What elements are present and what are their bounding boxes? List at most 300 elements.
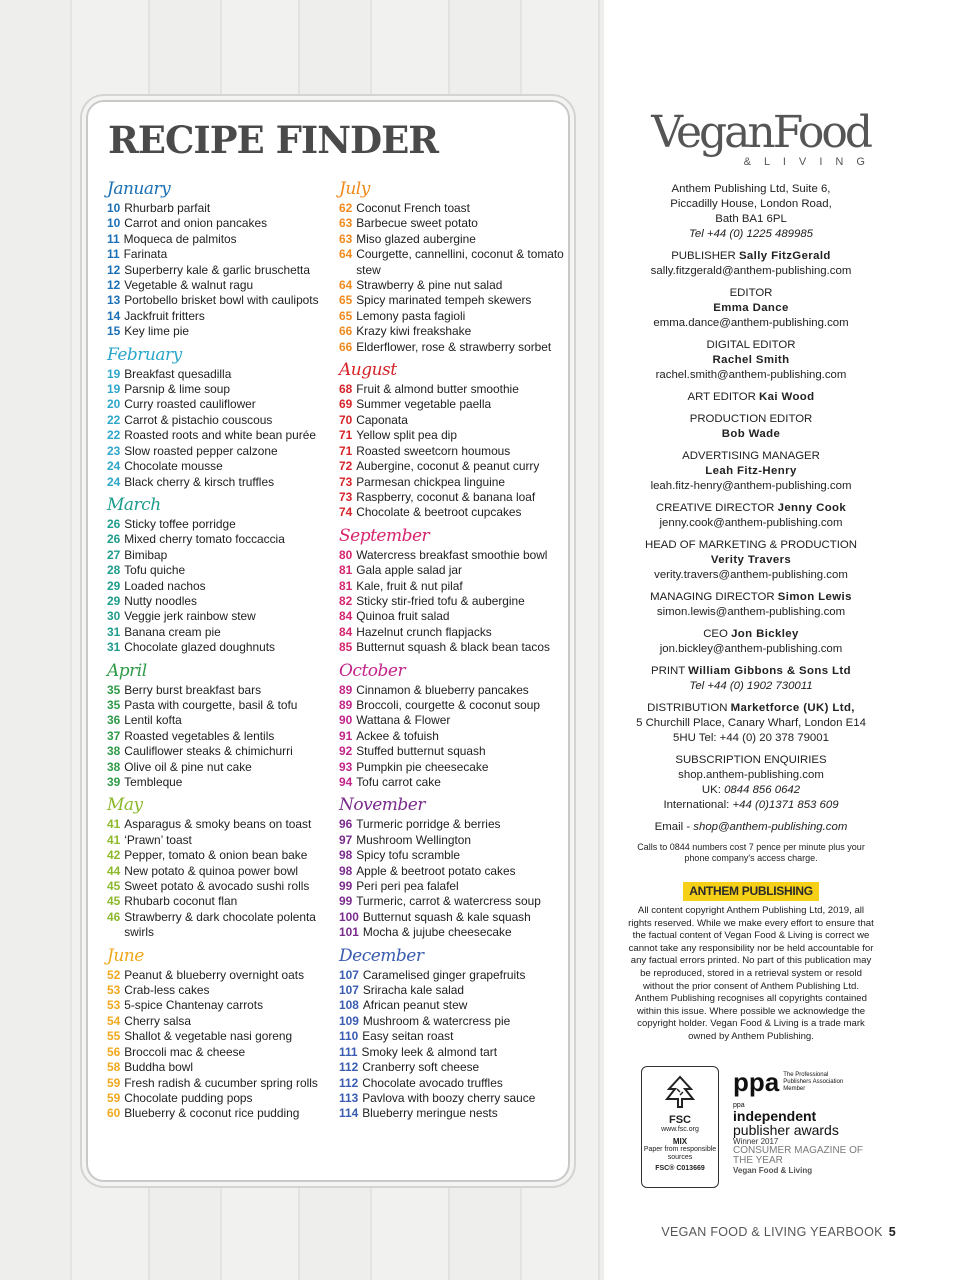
recipe-item (339, 894, 567, 909)
recipe-name: Caramelised ginger grapefruits (362, 967, 526, 982)
recipe-name: Tofu carrot cake (356, 775, 441, 789)
recipe-page: 22 (107, 428, 121, 443)
recipe-name: Curry roasted cauliflower (124, 397, 256, 412)
role: EDITOR (729, 287, 773, 299)
recipe-name: Jackfruit fritters (124, 308, 205, 323)
recipe-page: 89 (339, 697, 353, 712)
recipe-item (107, 713, 342, 728)
ipa-category: CONSUMER MAGAZINE OF THE YEAR (733, 1145, 864, 1166)
recipe-name: Cranberry soft cheese (362, 1060, 480, 1075)
recipe-column-left (107, 177, 342, 1122)
recipe-name: Lemony pasta fagioli (356, 308, 466, 323)
recipe-item (339, 848, 567, 863)
recipe-name: Butternut squash & kale squash (362, 909, 531, 924)
recipe-name: Barbecue sweet potato (356, 216, 478, 231)
recipe-name: Tofu quiche (124, 563, 186, 578)
recipe-item (107, 232, 342, 247)
person: Emma Dance (713, 302, 789, 314)
recipe-page: 53 (107, 983, 121, 998)
logo-subtitle: & L I V I N G (743, 156, 870, 168)
email-block (626, 820, 876, 835)
editor-block (626, 286, 876, 331)
recipe-item (107, 594, 342, 609)
recipe-page: 73 (339, 489, 353, 504)
email: leah.fitz-henry@anthem-publishing.com (650, 480, 852, 492)
phone: Tel +44 (0) 1902 730011 (689, 680, 813, 692)
recipe-name: Fruit & almond butter smoothie (356, 382, 519, 397)
recipe-item (107, 475, 342, 490)
recipe-item (107, 324, 342, 339)
recipe-item (107, 263, 342, 278)
role: ART EDITOR (687, 391, 756, 403)
recipe-item (107, 382, 342, 397)
recipe-name: Raspberry, coconut & banana loaf (356, 489, 536, 504)
calls-note: Calls to 0844 numbers cost 7 pence per minute plus your phone company's access charge. (637, 842, 865, 863)
recipe-item (339, 232, 567, 247)
recipe-item (107, 293, 342, 308)
recipe-item (339, 609, 567, 624)
recipe-item (107, 1106, 342, 1121)
recipe-name: New potato & quinoa power bowl (124, 863, 299, 878)
month-heading: February (107, 344, 182, 365)
recipe-item (339, 998, 567, 1013)
recipe-item (107, 563, 342, 578)
recipe-name: Courgette, cannellini, coconut & tomato stew (356, 247, 564, 277)
recipe-item (339, 475, 567, 490)
managing-director-block (626, 590, 876, 620)
masthead (626, 107, 876, 1044)
address-line: 5HU Tel: +44 (0) 20 378 79001 (673, 732, 829, 744)
recipe-name: Blueberry meringue nests (362, 1106, 498, 1121)
recipe-page: 31 (107, 640, 121, 655)
recipe-page: 35 (107, 682, 121, 697)
recipe-name: Asparagus & smoky beans on toast (124, 817, 312, 832)
address-line: 5 Churchill Place, Canary Wharf, London E14 (636, 717, 866, 729)
recipe-page: 70 (339, 412, 353, 427)
recipe-page: 28 (107, 563, 121, 578)
recipe-page: 41 (107, 832, 121, 847)
publisher-block (626, 249, 876, 279)
recipe-item (339, 833, 567, 848)
role: ADVERTISING MANAGER (682, 450, 820, 462)
email: emma.dance@anthem-publishing.com (653, 317, 849, 329)
recipe-name: Mixed cherry tomato foccaccia (124, 532, 285, 547)
recipe-page: 101 (339, 925, 359, 940)
recipe-name: Buddha bowl (124, 1060, 193, 1075)
recipe-page: 107 (339, 967, 359, 982)
page-title: RECIPE FINDER (108, 118, 439, 162)
recipe-name: Summer vegetable paella (356, 397, 492, 412)
recipe-name: Caponata (356, 412, 408, 427)
recipe-name: Roasted vegetables & lentils (124, 728, 275, 743)
recipe-name: Loaded nachos (124, 578, 206, 593)
recipe-item (339, 505, 567, 520)
recipe-item (339, 744, 567, 759)
recipe-name: Superberry kale & garlic bruschetta (124, 262, 310, 277)
recipe-name: Crab-less cakes (124, 983, 210, 998)
month-heading: March (107, 494, 161, 515)
label: Email - (654, 821, 691, 833)
recipe-name: Watercress breakfast smoothie bowl (356, 547, 548, 562)
recipe-page: 84 (339, 609, 353, 624)
recipe-page: 107 (339, 983, 359, 998)
recipe-page: 36 (107, 713, 121, 728)
role: HEAD OF MARKETING & PRODUCTION (644, 539, 857, 551)
recipe-item (339, 428, 567, 443)
recipe-name: Strawberry & dark chocolate polenta swirls (124, 909, 316, 940)
recipe-name: Quinoa fruit salad (356, 609, 450, 624)
recipe-item (339, 729, 567, 744)
recipe-item (339, 879, 567, 894)
recipe-page: 65 (339, 308, 353, 323)
person: Simon Lewis (777, 591, 852, 603)
recipe-item (107, 309, 342, 324)
phone: 0844 856 0642 (724, 784, 801, 796)
email: verity.travers@anthem-publishing.com (654, 569, 848, 581)
recipe-name: Spicy tofu scramble (356, 848, 460, 863)
recipe-page: 91 (339, 728, 353, 743)
page-number: 5 (888, 1225, 896, 1239)
role: CREATIVE DIRECTOR (655, 502, 775, 514)
month-heading: May (107, 795, 143, 816)
recipe-name: Hazelnut crunch flapjacks (356, 624, 492, 639)
recipe-page: 109 (339, 1013, 359, 1028)
recipe-name: Butternut squash & black bean tacos (356, 640, 550, 655)
recipe-page: 46 (107, 909, 121, 924)
recipe-page: 38 (107, 744, 121, 759)
recipe-item (107, 848, 342, 863)
role: PRODUCTION EDITOR (689, 413, 813, 425)
month-heading: October (339, 660, 406, 681)
recipe-page: 65 (339, 293, 353, 308)
art-editor-block (626, 390, 876, 405)
recipe-name: Vegetable & walnut ragu (124, 278, 254, 293)
recipe-item (107, 1060, 342, 1075)
month-heading: November (339, 795, 425, 816)
recipe-name: Moqueca de palmitos (123, 231, 237, 246)
recipe-name: Farinata (123, 247, 168, 262)
ppa-logo: ppa (733, 1067, 780, 1097)
company: Marketforce (UK) Ltd, (730, 702, 855, 714)
recipe-page: 42 (107, 848, 121, 863)
recipe-item (339, 444, 567, 459)
recipe-name: Mocha & jujube cheesecake (362, 925, 512, 940)
recipe-page: 84 (339, 624, 353, 639)
recipe-name: Chocolate glazed doughnuts (124, 640, 275, 655)
ppa-badges (733, 1068, 877, 1176)
recipe-page: 53 (107, 998, 121, 1013)
recipe-page: 15 (107, 324, 121, 339)
recipe-name: Krazy kiwi freakshake (356, 324, 472, 339)
recipe-page: 64 (339, 278, 353, 293)
person: Rachel Smith (712, 354, 790, 366)
phone: Tel +44 (0) 1225 489985 (688, 228, 814, 240)
recipe-page: 19 (107, 382, 121, 397)
recipe-page: 54 (107, 1013, 121, 1028)
recipe-name: Turmeric porridge & berries (356, 817, 501, 832)
recipe-item (107, 698, 342, 713)
recipe-item (107, 817, 342, 832)
recipe-item (339, 309, 567, 324)
month-heading: July (339, 179, 370, 199)
recipe-item (339, 216, 567, 231)
recipe-page: 93 (339, 759, 353, 774)
recipe-item (339, 1106, 567, 1121)
recipe-page: 92 (339, 744, 353, 759)
recipe-page: 45 (107, 894, 121, 909)
recipe-name: Broccoli, courgette & coconut soup (356, 697, 540, 712)
recipe-item (339, 1045, 567, 1060)
recipe-item (107, 413, 342, 428)
recipe-item (107, 1076, 342, 1091)
month-heading: January (107, 179, 171, 199)
distribution-block (626, 701, 876, 746)
recipe-page: 12 (107, 262, 121, 277)
recipe-name: Sticky toffee porridge (124, 516, 236, 531)
recipe-item (107, 548, 342, 563)
recipe-name: Parmesan chickpea linguine (356, 474, 505, 489)
recipe-item (339, 713, 567, 728)
recipe-page: 68 (339, 382, 353, 397)
recipe-page: 99 (339, 894, 353, 909)
recipe-name: Carrot & pistachio couscous (124, 412, 273, 427)
recipe-name: Spicy marinated tempeh skewers (356, 293, 532, 308)
recipe-page: 59 (107, 1090, 121, 1105)
recipe-page: 52 (107, 967, 121, 982)
month-heading: September (339, 525, 430, 546)
recipe-item (107, 683, 342, 698)
recipe-page: 72 (339, 459, 353, 474)
month-heading: December (339, 945, 424, 966)
ceo-block (626, 627, 876, 657)
recipe-page: 112 (339, 1075, 359, 1090)
recipe-page: 22 (107, 412, 121, 427)
person: Sally FitzGerald (738, 250, 831, 262)
recipe-page: 63 (339, 231, 353, 246)
recipe-name: Blueberry & coconut rice pudding (124, 1106, 300, 1121)
recipe-name: Elderflower, rose & strawberry sorbet (356, 339, 552, 354)
recipe-page: 37 (107, 728, 121, 743)
person: Verity Travers (710, 554, 792, 566)
recipe-page: 11 (107, 247, 120, 262)
recipe-name: Chocolate & beetroot cupcakes (356, 505, 522, 520)
recipe-column-right (339, 177, 567, 1122)
recipe-page: 62 (339, 201, 353, 215)
recipe-item (339, 683, 567, 698)
recipe-name: Pumpkin pie cheesecake (356, 759, 489, 774)
recipe-item (339, 698, 567, 713)
recipe-item (107, 1029, 342, 1044)
person: Jon Bickley (731, 628, 799, 640)
recipe-item (339, 324, 567, 339)
recipe-item (107, 1091, 342, 1106)
recipe-name: Roasted roots and white bean purée (124, 428, 316, 443)
recipe-page: 66 (339, 324, 353, 339)
recipe-name: Yellow split pea dip (356, 428, 457, 443)
recipe-name: Strawberry & pine nut salad (356, 278, 503, 293)
ipa-winner: Winner 2017 (733, 1137, 779, 1146)
recipe-page: 24 (107, 474, 121, 489)
person: Bob Wade (721, 428, 781, 440)
recipe-page: 26 (107, 516, 121, 531)
recipe-page: 63 (339, 216, 353, 231)
recipe-item (339, 625, 567, 640)
recipe-page: 13 (107, 293, 121, 308)
recipe-name: 5-spice Chantenay carrots (124, 998, 264, 1013)
recipe-item (107, 609, 342, 624)
recipe-name: Ackee & tofuish (356, 728, 439, 743)
recipe-page: 60 (107, 1106, 121, 1121)
recipe-name: Easy seitan roast (362, 1029, 454, 1044)
role: CEO (703, 628, 728, 640)
recipe-page: 89 (339, 682, 353, 697)
recipe-item (107, 640, 342, 655)
recipe-item (339, 864, 567, 879)
recipe-name: Gala apple salad jar (356, 563, 462, 578)
recipe-item (339, 775, 567, 790)
recipe-item (339, 459, 567, 474)
recipe-name: Miso glazed aubergine (356, 231, 476, 246)
recipe-page: 27 (107, 547, 121, 562)
recipe-item (339, 1091, 567, 1106)
fsc-mix: MIX (672, 1137, 688, 1146)
recipe-page: 98 (339, 848, 353, 863)
recipe-item (107, 201, 342, 216)
recipe-name: Sriracha kale salad (362, 983, 464, 998)
recipe-item (339, 760, 567, 775)
recipe-name: Carrot and onion pancakes (124, 216, 268, 231)
recipe-item (107, 428, 342, 443)
recipe-page: 10 (107, 216, 121, 231)
recipe-name: Veggie jerk rainbow stew (124, 609, 256, 624)
recipe-name: Coconut French toast (356, 201, 470, 215)
recipe-name: Apple & beetroot potato cakes (356, 863, 516, 878)
role: SUBSCRIPTION ENQUIRIES (675, 754, 827, 766)
recipe-item (339, 247, 567, 278)
recipe-item (339, 1014, 567, 1029)
recipe-name: Olive oil & pine nut cake (124, 759, 252, 774)
recipe-item (107, 879, 342, 894)
recipe-name: Mushroom & watercress pie (362, 1013, 511, 1028)
recipe-name: African peanut stew (362, 998, 468, 1013)
fsc-tree-icon (661, 1075, 699, 1109)
recipe-page: 96 (339, 817, 353, 832)
recipe-page: 30 (107, 609, 121, 624)
recipe-name: Chocolate pudding pops (124, 1090, 253, 1105)
recipe-item (107, 744, 342, 759)
print-block (626, 664, 876, 694)
recipe-page: 26 (107, 532, 121, 547)
ipa-line1: independent (733, 1108, 817, 1124)
recipe-page: 113 (339, 1090, 359, 1105)
recipe-name: Peanut & blueberry overnight oats (124, 967, 305, 982)
recipe-page: 23 (107, 443, 121, 458)
advertising-block (626, 449, 876, 494)
recipe-item (107, 397, 342, 412)
recipe-item (107, 625, 342, 640)
ipa-small-logo: ppa (733, 1102, 745, 1109)
label: UK: (701, 784, 721, 796)
role: DISTRIBUTION (647, 702, 728, 714)
email: rachel.smith@anthem-publishing.com (655, 369, 847, 381)
person: William Gibbons & Sons Ltd (688, 665, 851, 677)
recipe-page: 35 (107, 697, 121, 712)
recipe-name: Chocolate mousse (124, 459, 223, 474)
recipe-item (107, 444, 342, 459)
recipe-page: 108 (339, 998, 359, 1013)
month-heading: August (339, 360, 397, 381)
recipe-page: 44 (107, 863, 121, 878)
role: PUBLISHER (671, 250, 736, 262)
recipe-item (107, 729, 342, 744)
recipe-item (107, 968, 342, 983)
recipe-item (339, 640, 567, 655)
website: shop.anthem-publishing.com (678, 769, 824, 781)
recipe-item (339, 968, 567, 983)
recipe-item (339, 340, 567, 355)
recipe-name: Pasta with courgette, basil & tofu (124, 697, 298, 712)
recipe-page: 20 (107, 397, 121, 412)
recipe-page: 29 (107, 578, 121, 593)
recipe-name: Banana cream pie (124, 624, 221, 639)
recipe-page: 55 (107, 1029, 121, 1044)
recipe-name: Sweet potato & avocado sushi rolls (124, 879, 310, 894)
recipe-item (107, 775, 342, 790)
vegan-food-logo: VeganFood (651, 107, 870, 158)
legal-notice: All content copyright Anthem Publishing Ltd, 2019, all rights reserved. While we make every effort to ensure that the factual content of Vegan Food & Living is correct we cannot take any responsibility nor be held accountable for any factual errors printed. No part of this publication may be reproduced, stored in a retrieval system or resold without the prior consent of Anthem Publishing Ltd. Anthem Publishing recognises all copyrights contained within this issue. Where possible we acknowledge the copyright holder. Vegan Food & Living is a trade mark owned by Anthem Publishing. (628, 905, 874, 1042)
recipe-item (339, 1076, 567, 1091)
recipe-page: 99 (339, 879, 353, 894)
recipe-item (107, 1014, 342, 1029)
recipe-page: 39 (107, 775, 121, 789)
recipe-page: 71 (339, 443, 353, 458)
recipe-name: Cinnamon & blueberry pancakes (356, 682, 529, 697)
recipe-name: Rhurbarb parfait (124, 201, 211, 215)
recipe-name: Portobello brisket bowl with caulipots (124, 293, 319, 308)
recipe-name: Mushroom Wellington (356, 832, 472, 847)
recipe-name: Smoky leek & almond tart (361, 1044, 498, 1059)
recipe-page: 111 (339, 1044, 358, 1059)
recipe-page: 97 (339, 832, 353, 847)
recipe-page: 85 (339, 640, 353, 655)
recipe-item (107, 833, 342, 848)
recipe-page: 24 (107, 459, 121, 474)
recipe-item (107, 517, 342, 532)
recipe-page: 114 (339, 1106, 359, 1121)
recipe-item (107, 910, 342, 941)
email: shop@anthem-publishing.com (693, 821, 848, 833)
month-heading: April (107, 660, 147, 681)
subscription-block (626, 753, 876, 813)
recipe-item (107, 1045, 342, 1060)
recipe-item (339, 579, 567, 594)
recipe-page: 10 (107, 201, 121, 215)
recipe-name: Rhubarb coconut flan (124, 894, 238, 909)
recipe-item (107, 278, 342, 293)
recipe-name: Tembleque (124, 775, 183, 789)
recipe-page: 66 (339, 339, 353, 354)
recipe-item (339, 983, 567, 998)
phone: +44 (0)1371 853 609 (732, 799, 839, 811)
recipe-name: Sticky stir-fried tofu & aubergine (356, 593, 525, 608)
recipe-page: 100 (339, 909, 359, 924)
recipe-item (339, 1029, 567, 1044)
recipe-item (339, 490, 567, 505)
recipe-page: 58 (107, 1060, 121, 1075)
recipe-item (339, 925, 567, 940)
address-line: Piccadilly House, London Road, (670, 198, 832, 210)
production-editor-block (626, 412, 876, 442)
